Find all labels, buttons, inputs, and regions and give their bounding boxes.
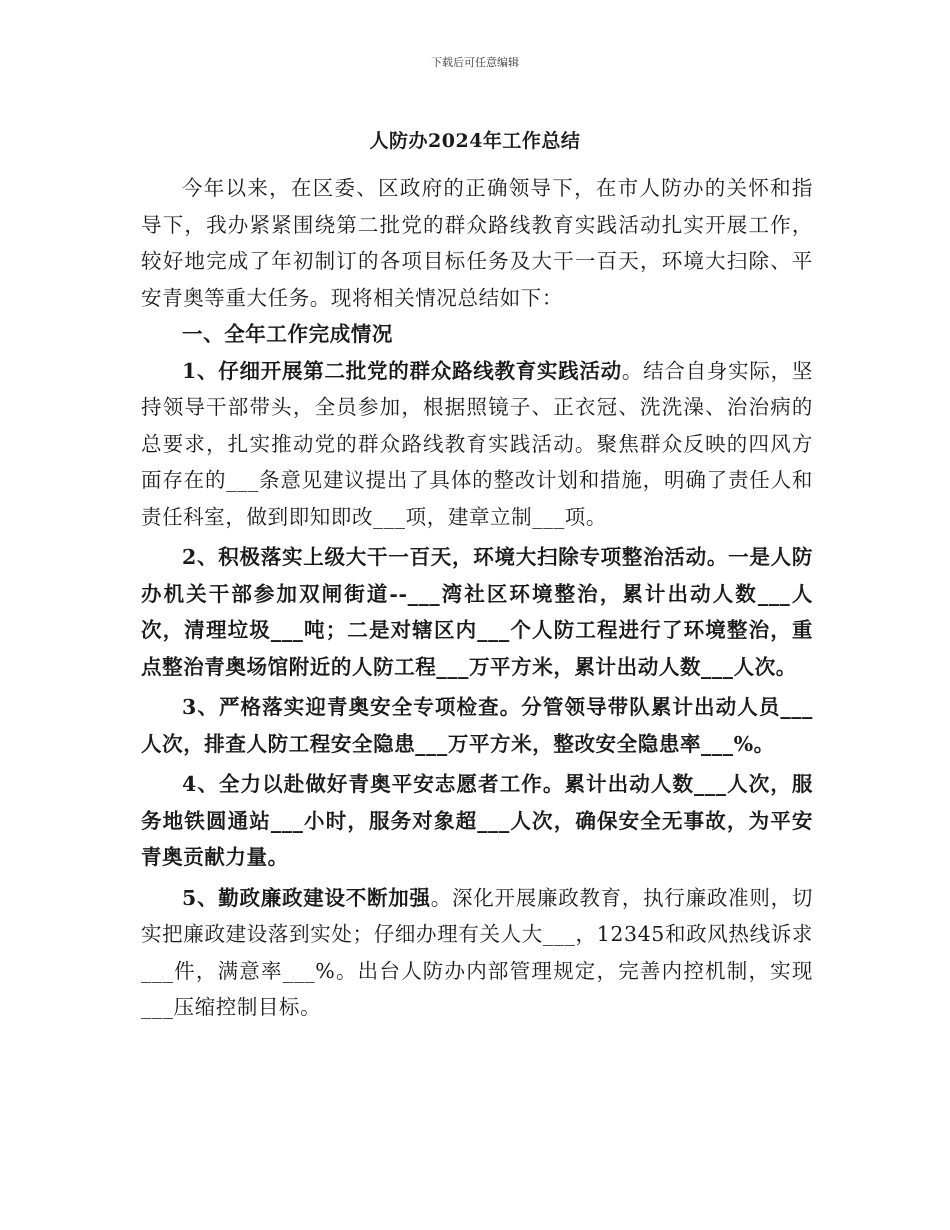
item-5-text: 。深化开展廉政教育，执行廉政准则，切实把廉政建设落到实处；仔细办理有关人大___，12345和政风热线诉求___件，满意率___%。出台人防办内部管理规定，完善内控机制，实现___压缩控制目标。: [141, 885, 813, 1019]
intro-paragraph: 今年以来，在区委、区政府的正确领导下，在市人防办的关怀和指导下，我办紧紧围绕第二批党的群众路线教育实践活动扎实开展工作，较好地完成了年初制订的各项目标任务及大干一百天，环境大扫除、平安青奥等重大任务。现将相关情况总结如下：: [141, 176, 813, 310]
section-heading: 一、全年工作完成情况: [182, 322, 393, 346]
item-2-paragraph: 2、积极落实上级大干一百天，环境大扫除专项整治活动。一是人防办机关干部参加双闸街道--___湾社区环境整治，累计出动人数___人次，清理垃圾___吨；二是对辖区内___个人防工程进行了环境整治，重点整治青奥场馆附近的人防工程___万平方米，累计出动人数___人次。: [141, 545, 813, 679]
document-body: [141, 170, 813, 1026]
item-1-paragraph: [141, 353, 813, 536]
item-1-lead: 1、仔细开展第二批党的群众路线教育实践活动: [182, 358, 622, 383]
item-4-paragraph: 4、全力以赴做好青奥平安志愿者工作。累计出动人数___人次，服务地铁圆通站___小时，服务对象超___人次，确保安全无事故，为平安青奥贡献力量。: [141, 772, 813, 869]
header-note: 下载后可任意编辑: [431, 56, 519, 69]
document-title: 人防办2024年工作总结: [369, 130, 581, 152]
item-5-paragraph: [141, 880, 813, 1026]
item-1-text: 。结合自身实际，坚持领导干部带头，全员参加，根据照镜子、正衣冠、洗洗澡、治治病的总要求，扎实推动党的群众路线教育实践活动。聚焦群众反映的四风方面存在的___条意见建议提出了具体的整改计划和措施，明确了责任人和责任科室，做到即知即改___项，建章立制___项。: [141, 358, 813, 529]
item-3-paragraph: 3、严格落实迎青奥安全专项检查。分管领导带队累计出动人员___人次，排查人防工程安全隐患___万平方米，整改安全隐患率___%。: [141, 695, 813, 756]
item-5-lead: 5、勤政廉政建设不断加强: [182, 885, 431, 910]
